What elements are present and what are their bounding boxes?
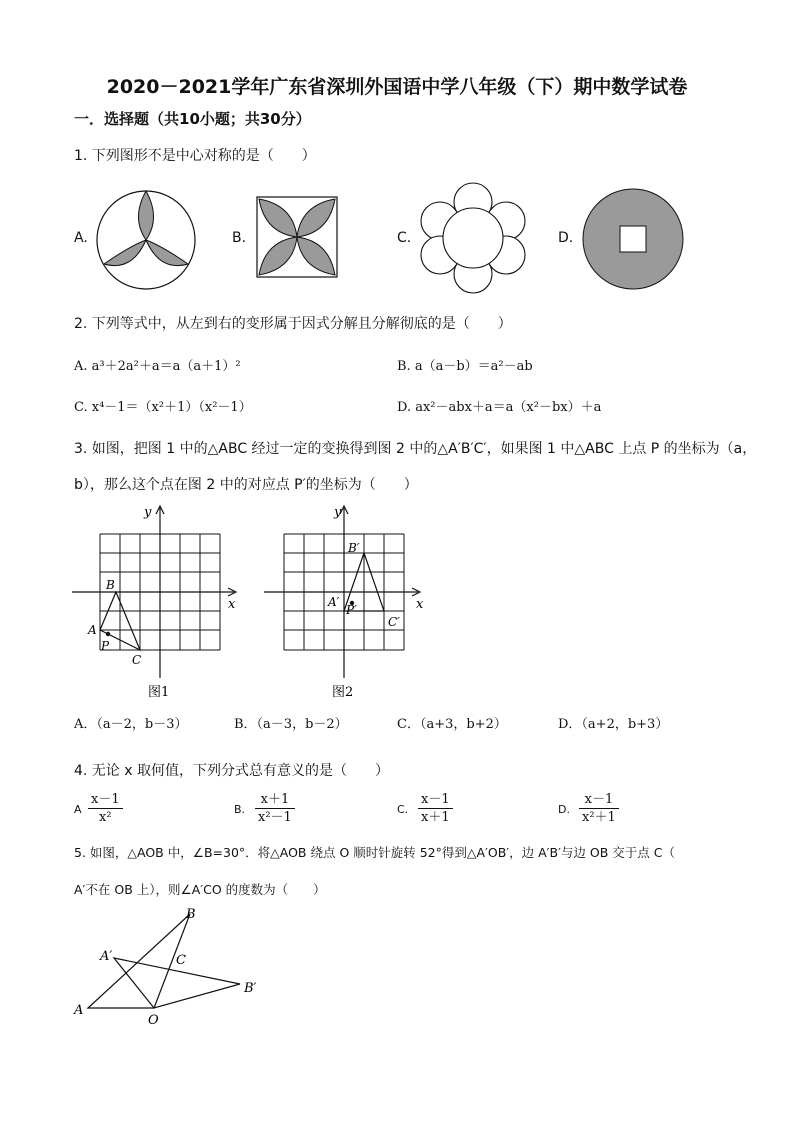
q4-a-numerator: x－1 <box>88 791 123 809</box>
q2-stem: 2. 下列等式中，从左到右的变形属于因式分解且分解彻底的是（ ） <box>74 316 512 332</box>
q4-option-b-fraction <box>255 791 295 826</box>
fig2-c-label: C′ <box>388 615 400 629</box>
q4-option-a-fraction <box>88 791 123 826</box>
fig1-b-label: B <box>106 578 115 592</box>
fig2-a-label: A′ <box>328 595 340 609</box>
q1-figure-a-circle-blades <box>94 188 198 292</box>
fig2-b-label: B′ <box>348 541 360 555</box>
q5-label-o: O <box>148 1013 159 1028</box>
fig1-caption: 图1 <box>148 685 170 700</box>
fig1-p-label: P <box>101 639 110 653</box>
q4-b-numerator: x＋1 <box>255 791 295 809</box>
q2-option-d: D. ax²－abx＋a＝a（x²－bx）＋a <box>397 400 602 415</box>
q3-option-d: D．（a+2，b+3） <box>558 717 669 732</box>
q4-a-denominator: x² <box>99 810 112 825</box>
q4-b-denominator: x²－1 <box>258 810 292 825</box>
q5-figure <box>70 900 270 1028</box>
fig1-x-label: x <box>228 597 236 612</box>
q3-option-c: C．（a+3，b+2） <box>397 717 507 732</box>
q4-d-numerator: x－1 <box>579 791 619 809</box>
fig1-a-label: A <box>88 623 97 637</box>
q1-figure-c-flower <box>418 180 528 296</box>
q4-c-denominator: x＋1 <box>421 810 450 825</box>
q5-label-b: B <box>186 907 196 922</box>
q4-option-d-fraction <box>579 791 619 826</box>
q2-option-c: C. x⁴－1＝（x²＋1）（x²－1） <box>74 400 252 415</box>
q1-stem: 1. 下列图形不是中心对称的是（ ） <box>74 148 316 164</box>
fig1-c-label: C <box>132 653 142 667</box>
q5-label-a: A <box>74 1003 84 1018</box>
q3-option-a: A．（a－2，b－3） <box>74 717 188 732</box>
q5-stem-line2: A′不在 OB 上），则∠A′CO 的度数为（ ） <box>74 882 326 897</box>
q1-label-a: A. <box>74 230 88 246</box>
q3-stem-line2: b），那么这个点在图 2 中的对应点 P′的坐标为（ ） <box>74 477 418 493</box>
section-heading: 一．选择题（共10小题；共30分） <box>74 110 311 128</box>
q1-figure-b-square-petals <box>255 195 339 279</box>
q4-option-c-letter: C. <box>397 803 409 816</box>
q4-option-c-fraction <box>418 791 453 826</box>
q5-label-b-prime: B′ <box>244 981 257 996</box>
q1-label-c: C. <box>397 230 412 246</box>
q1-label-d: D. <box>558 230 574 246</box>
q1-label-b: B. <box>232 230 247 246</box>
page-title: 2020－2021学年广东省深圳外国语中学八年级（下）期中数学试卷 <box>106 76 688 98</box>
q5-stem-line1: 5. 如图，△AOB 中，∠B=30°．将△AOB 绕点 O 顺时针旋转 52°得到△A′OB′，边 A′B′与边 OB 交于点 C（ <box>74 845 675 860</box>
q4-option-d-letter: D. <box>558 803 570 816</box>
fig2-y-label: y <box>334 505 342 520</box>
q3-figure-2 <box>262 500 432 702</box>
fig2-caption: 图2 <box>332 685 354 700</box>
fig2-p-label: P′ <box>346 603 357 617</box>
q4-stem: 4. 无论 x 取何值，下列分式总有意义的是（ ） <box>74 763 389 779</box>
q3-figure-1 <box>70 500 250 702</box>
fig1-y-label: y <box>144 505 152 520</box>
q3-option-b: B．（a－3，b－2） <box>234 717 348 732</box>
q4-option-b-letter: B. <box>234 803 246 816</box>
q3-stem-line1: 3. 如图，把图 1 中的△ABC 经过一定的变换得到图 2 中的△A′B′C′，如果图 1 中△ABC 上点 P 的坐标为（a， <box>74 441 757 457</box>
q1-figure-d-coin <box>580 186 686 292</box>
q2-option-b: B. a（a－b）＝a²－ab <box>397 359 533 374</box>
q5-label-c: C <box>176 953 186 968</box>
q4-c-numerator: x－1 <box>418 791 453 809</box>
q5-label-a-prime: A′ <box>100 949 113 964</box>
q2-option-a: A. a³＋2a²＋a＝a（a＋1）² <box>74 359 241 374</box>
q4-d-denominator: x²＋1 <box>582 810 616 825</box>
fig2-x-label: x <box>416 597 424 612</box>
q4-option-a-letter: A <box>74 803 82 816</box>
